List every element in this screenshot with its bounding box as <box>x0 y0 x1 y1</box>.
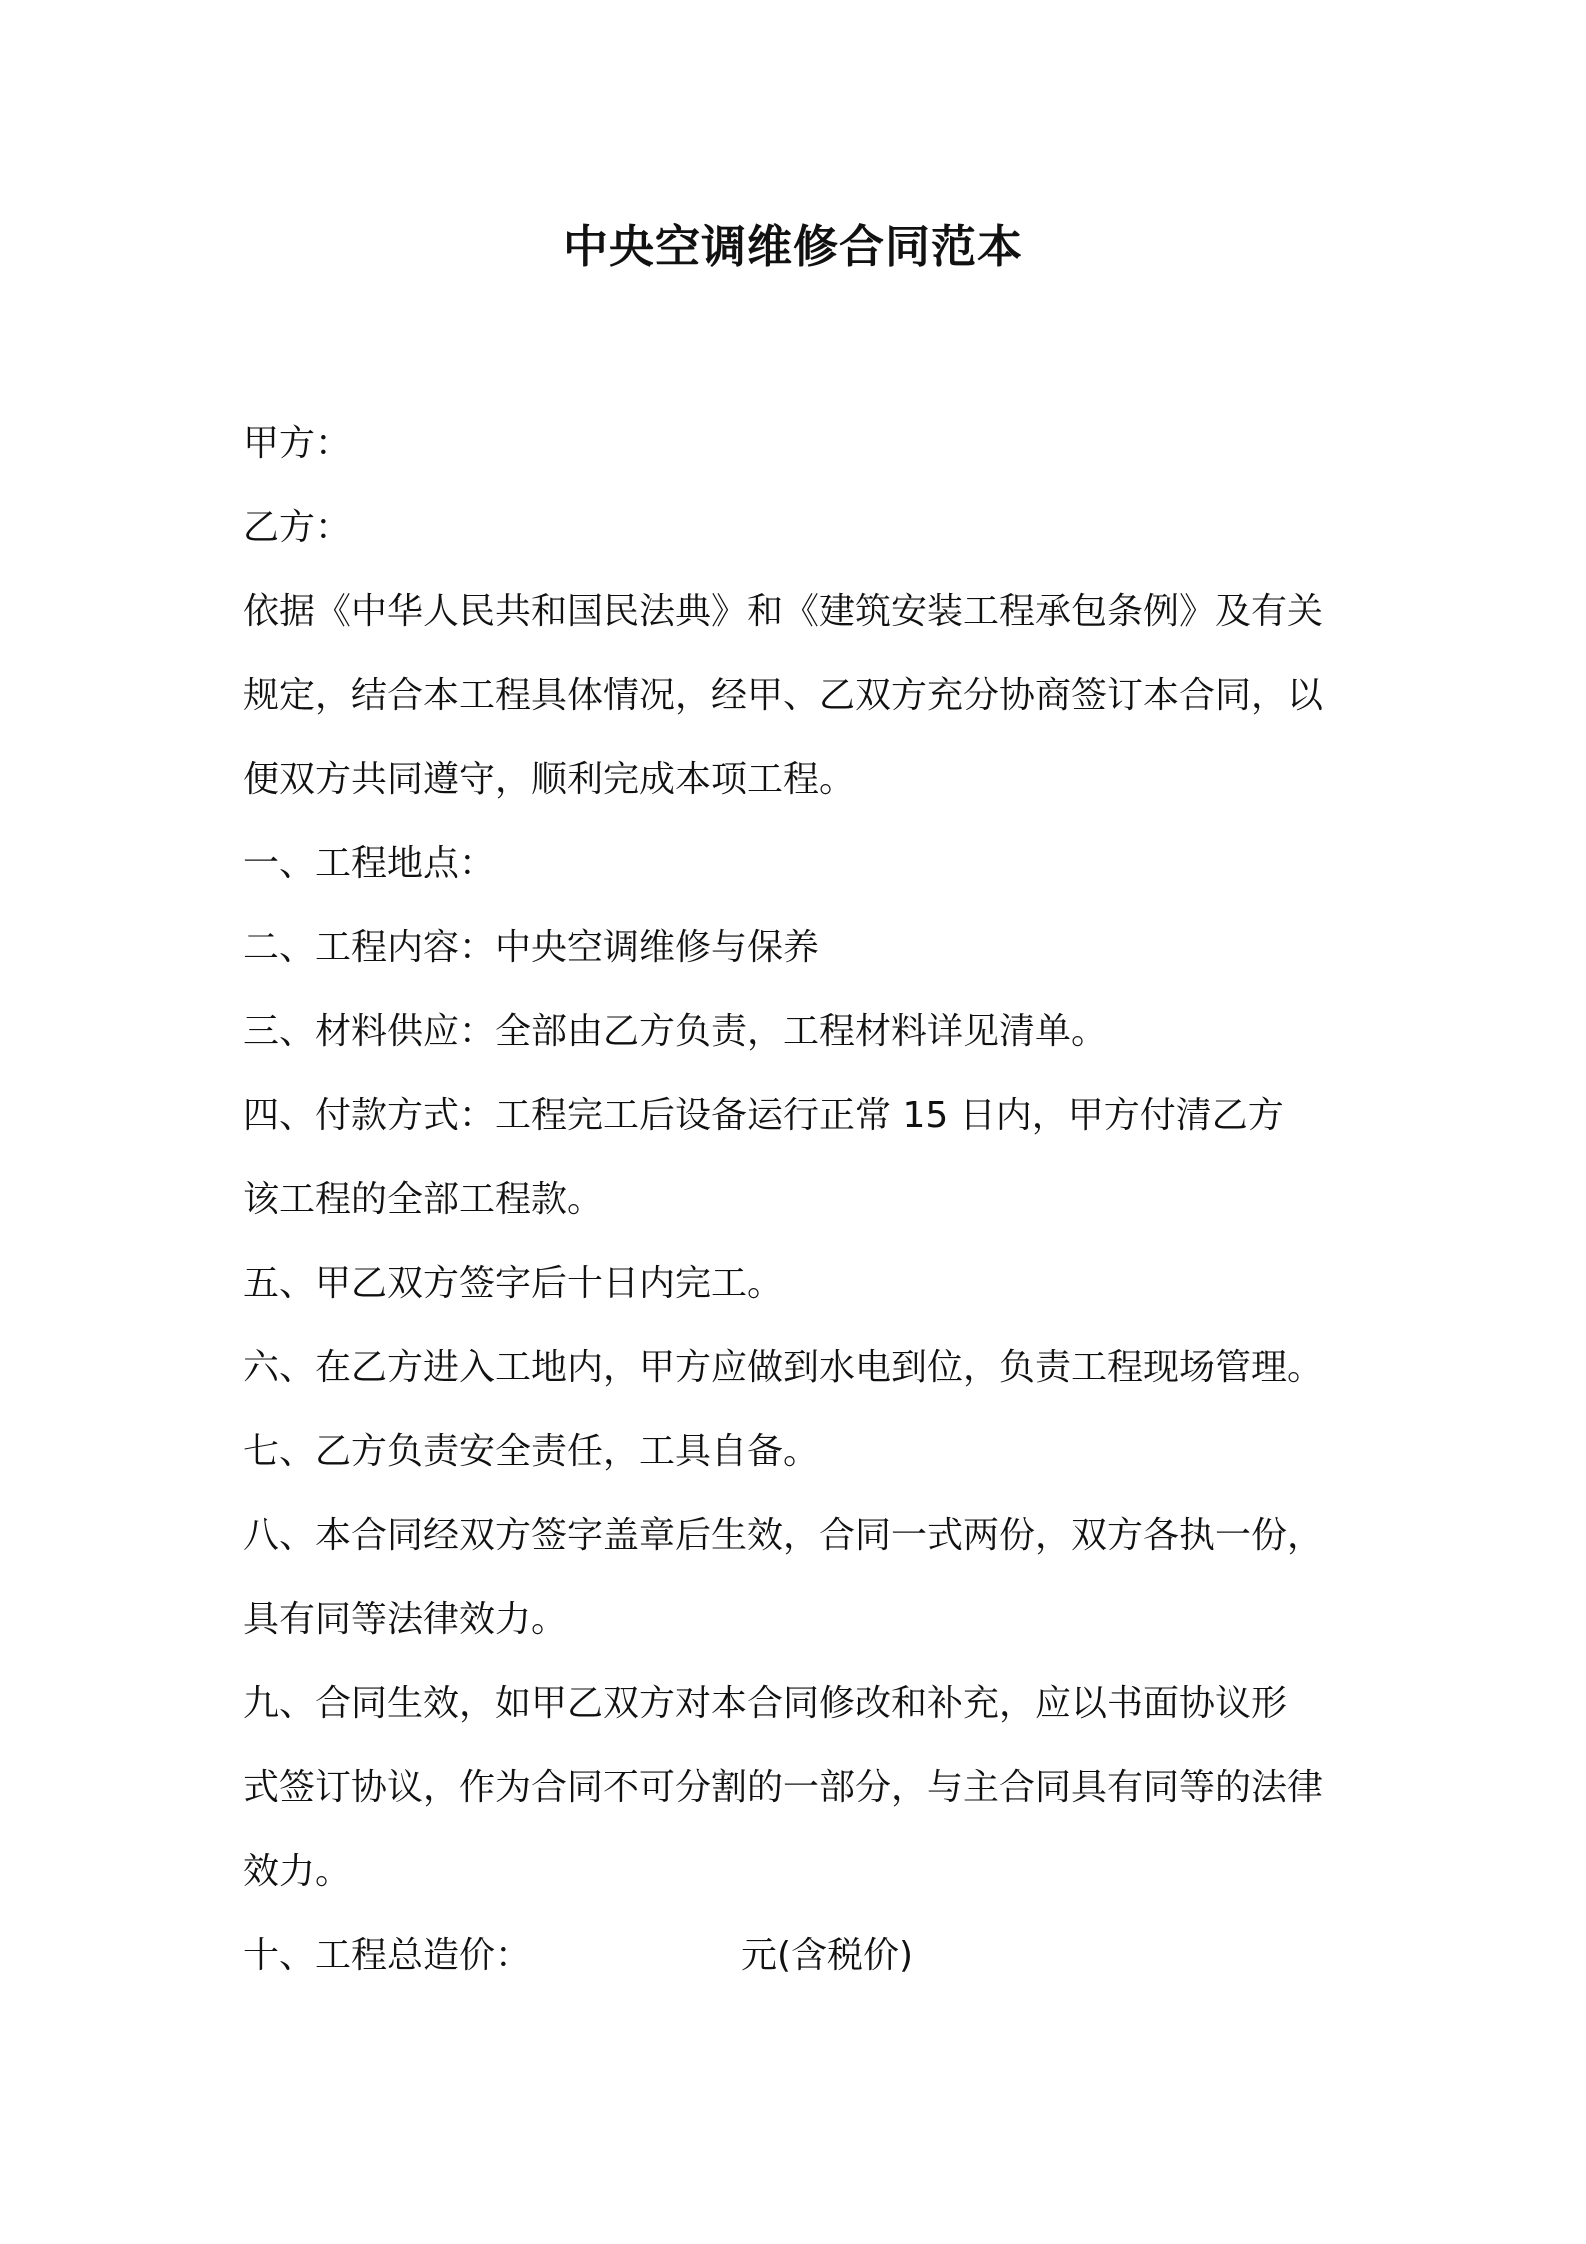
preamble-line: 规定，结合本工程具体情况，经甲、乙双方充分协商签订本合同，以 <box>243 675 1324 716</box>
clause-2: 二、工程内容：中央空调维修与保养 <box>243 927 820 968</box>
total-price-unit: 元(含税价) <box>741 1935 914 1976</box>
clause-3: 三、材料供应：全部由乙方负责，工程材料详见清单。 <box>243 1011 1108 1052</box>
clause-9-continued: 式签订协议，作为合同不可分割的一部分，与主合同具有同等的法律 <box>243 1767 1324 1808</box>
clause-7: 七、乙方负责安全责任，工具自备。 <box>243 1431 820 1472</box>
clause-4: 四、付款方式：工程完工后设备运行正常 15 日内，甲方付清乙方 <box>243 1095 1284 1136</box>
clause-1: 一、工程地点： <box>243 843 496 884</box>
clause-4-continued: 该工程的全部工程款。 <box>243 1179 604 1220</box>
clause-9-continued: 效力。 <box>243 1851 352 1892</box>
clause-8-continued: 具有同等法律效力。 <box>243 1599 568 1640</box>
document-body <box>243 402 1363 1998</box>
clause-9: 九、合同生效，如甲乙双方对本合同修改和补充，应以书面协议形 <box>243 1683 1288 1724</box>
party-a-line: 甲方： <box>243 423 352 464</box>
clause-6: 六、在乙方进入工地内，甲方应做到水电到位，负责工程现场管理。 <box>243 1347 1324 1388</box>
clause-10 <box>243 1914 1363 1998</box>
preamble-line: 依据《中华人民共和国民法典》和《建筑安装工程承包条例》及有关 <box>243 591 1324 632</box>
clause-5: 五、甲乙双方签字后十日内完工。 <box>243 1263 784 1304</box>
preamble-line: 便双方共同遵守，顺利完成本项工程。 <box>243 759 856 800</box>
total-price-label: 十、工程总造价： <box>243 1935 532 1976</box>
party-b-line: 乙方： <box>243 507 352 548</box>
document-title: 中央空调维修合同范本 <box>562 220 1023 273</box>
clause-8: 八、本合同经双方签字盖章后生效，合同一式两份，双方各执一份， <box>243 1515 1324 1556</box>
